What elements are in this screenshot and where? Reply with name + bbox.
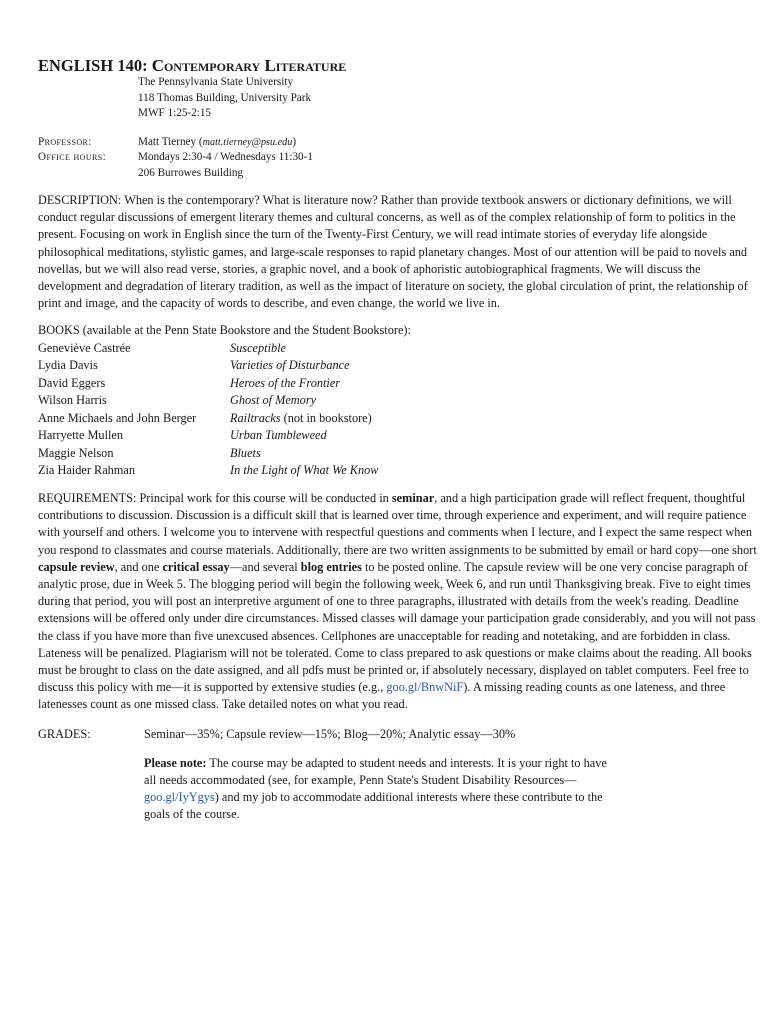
schedule: MWF 1:25-2:15 xyxy=(138,107,212,119)
book-note: (not in bookstore) xyxy=(280,410,372,425)
requirements-text-5: to be posted online. The capsule review will be one very concise paragraph of analytic prose, due in Week 5. The blogging period will begin the following week, Week 6, and run until Thanksgiving break. Five to eight times during that period, you will post an interpretive argument of one to three paragraphs, illustrated with details from the week's reading. Deadline extensions will be offered only under dire circumstances. Missed classes will damage your participation grade considerably, and you will not pass the class if you have more than five unexcused absences. Cellphones are unacceptable for reading and notetaking, and are forbidden in class. Lateness will be penalized. Plagiarism will not be tolerated. Come to class prepared to ask questions or make claims about the reading. All books must be brought to class on the date assigned, and all pdfs must be printed or, if absolutely necessary, displayed on tablet computers. Feel free to discuss this policy with me—it is supported by extensive studies (e.g., xyxy=(38,559,756,695)
book-list xyxy=(38,340,760,480)
book-title-cell xyxy=(230,445,261,463)
book-author: Zia Haider Rahman xyxy=(38,463,135,478)
professor-row xyxy=(38,135,760,151)
book-title: Heroes of the Frontier xyxy=(230,375,341,390)
office-location-spacer xyxy=(38,166,138,182)
book-row xyxy=(38,427,760,445)
book-row xyxy=(38,392,760,410)
blog-entries-bold: blog entries xyxy=(300,559,362,574)
course-code: ENGLISH 140: xyxy=(38,56,152,75)
book-author: Harryette Mullen xyxy=(38,428,124,443)
book-author: Wilson Harris xyxy=(38,393,107,408)
seminar-bold: seminar xyxy=(391,490,435,505)
book-title: Varieties of Disturbance xyxy=(230,358,350,373)
book-title-cell xyxy=(230,462,378,480)
requirements-paragraph xyxy=(38,490,760,714)
office-hours-row xyxy=(38,150,760,166)
office-location-row xyxy=(38,166,760,182)
course-name: Contemporary Literature xyxy=(151,56,347,75)
requirements-label: REQUIREMENTS: xyxy=(38,490,137,505)
description-text: When is the contemporary? What is literature now? Rather than provide textbook answers or dictionary definitions, we will conduct regular discussions of emergent literary themes and cultural concerns, as well as of the complex relationship of form to politics in the present. Focusing on work in English since the turn of the Twenty-First Century, we will read intimate stories of everyday life alongside philosophical meditations, stylistic games, and large-scale responses to rapid planetary changes. Most of our attention will be paid to novels and novellas, but we will also read verse, stories, a graphic novel, and a book of aphoristic autobiographical fragments. We will discuss the development and degradation of literary tradition, as well as the impact of literature on society, the global circulation of print, the relationship of print and image, and the capacity of words to describe, and even change, the world we live in. xyxy=(38,193,748,311)
description-paragraph xyxy=(38,192,760,312)
capsule-review-bold: capsule review xyxy=(38,559,115,574)
professor-value xyxy=(138,135,760,151)
book-title: Susceptible xyxy=(230,340,287,355)
book-row xyxy=(38,445,760,463)
book-row xyxy=(38,375,760,393)
requirements-text-6: ). A missing reading counts as one lateness, and three latenesses count as one missed class. Take detailed notes on what you read. xyxy=(38,680,726,712)
book-author: Maggie Nelson xyxy=(38,445,114,460)
book-row xyxy=(38,410,760,428)
book-title-cell xyxy=(230,357,350,375)
office-hours-label: Office hours: xyxy=(38,151,107,163)
book-title: Ghost of Memory xyxy=(230,393,317,408)
book-row xyxy=(38,340,760,358)
course-title xyxy=(38,56,760,75)
professor-label: Professor: xyxy=(38,135,92,148)
course-info xyxy=(138,75,760,122)
professor-close: ) xyxy=(292,135,297,148)
book-row xyxy=(38,357,760,375)
book-title-cell xyxy=(230,392,316,410)
book-title-cell xyxy=(230,340,286,358)
office-location: 206 Burrowes Building xyxy=(138,166,244,179)
book-title-cell xyxy=(230,427,327,445)
university: The Pennsylvania State University xyxy=(138,76,294,88)
please-note-text-1: The course may be adapted to student needs and interests. It is your right to have all needs accommodated (see, for example, Penn State's Student Disability Resources— xyxy=(144,755,607,787)
building: 118 Thomas Building, University Park xyxy=(138,91,312,104)
please-note-paragraph xyxy=(144,755,614,824)
requirements-text-1: Principal work for this course will be conducted in xyxy=(136,490,392,505)
book-title: Railtracks xyxy=(230,410,281,425)
book-title: Urban Tumbleweed xyxy=(230,428,327,443)
professor-email[interactable]: matt.tierney@psu.edu xyxy=(202,136,293,148)
please-note-text-2: ) and my job to accommodate additional interests where these contribute to the goals of the course. xyxy=(144,790,603,822)
book-author: Geneviève Castrée xyxy=(38,340,131,355)
books-heading: BOOKS (available at the Penn State Bookstore and the Student Bookstore): xyxy=(38,323,411,338)
office-hours-times: Mondays 2:30-4 / Wednesdays 11:30-1 xyxy=(138,151,313,163)
critical-essay-bold: critical essay xyxy=(162,559,230,574)
book-author: Anne Michaels and John Berger xyxy=(38,410,197,425)
book-title: Bluets xyxy=(230,445,261,460)
disability-resources-link[interactable]: goo.gl/IyYgys xyxy=(144,790,215,805)
book-row xyxy=(38,462,760,480)
studies-link[interactable]: goo.gl/BnwNiF xyxy=(386,680,464,695)
book-author: David Eggers xyxy=(38,375,106,390)
book-title-cell xyxy=(230,410,372,428)
books-section xyxy=(38,322,760,480)
book-title: In the Light of What We Know xyxy=(230,463,379,478)
book-author: Lydia Davis xyxy=(38,358,98,373)
professor-name: Matt Tierney ( xyxy=(138,135,203,148)
book-title-cell xyxy=(230,375,340,393)
grades-breakdown: Seminar—35%; Capsule review—15%; Blog—20%; Analytic essay—30% xyxy=(144,726,516,741)
description-label: DESCRIPTION: xyxy=(38,193,122,207)
requirements-text-4: —and several xyxy=(229,559,301,574)
syllabus-page xyxy=(38,56,760,824)
grades-label: GRADES: xyxy=(38,726,91,741)
please-note-label: Please note: xyxy=(144,755,207,770)
requirements-text-3: , and one xyxy=(114,559,163,574)
grades-row xyxy=(38,726,760,743)
requirements-text-2: , and a high participation grade will reflect frequent, thoughtful contributions to discussion. Discussion is a difficult skill that is learned over time, through experience and experiment, and will require patience with yourself and others. I welcome you to intervene with respectful questions and comments when I lecture, and I expect the same respect when you respond to classmates and course materials. Additionally, there are two written assignments to be submitted by email or hard copy—one short xyxy=(38,490,757,557)
